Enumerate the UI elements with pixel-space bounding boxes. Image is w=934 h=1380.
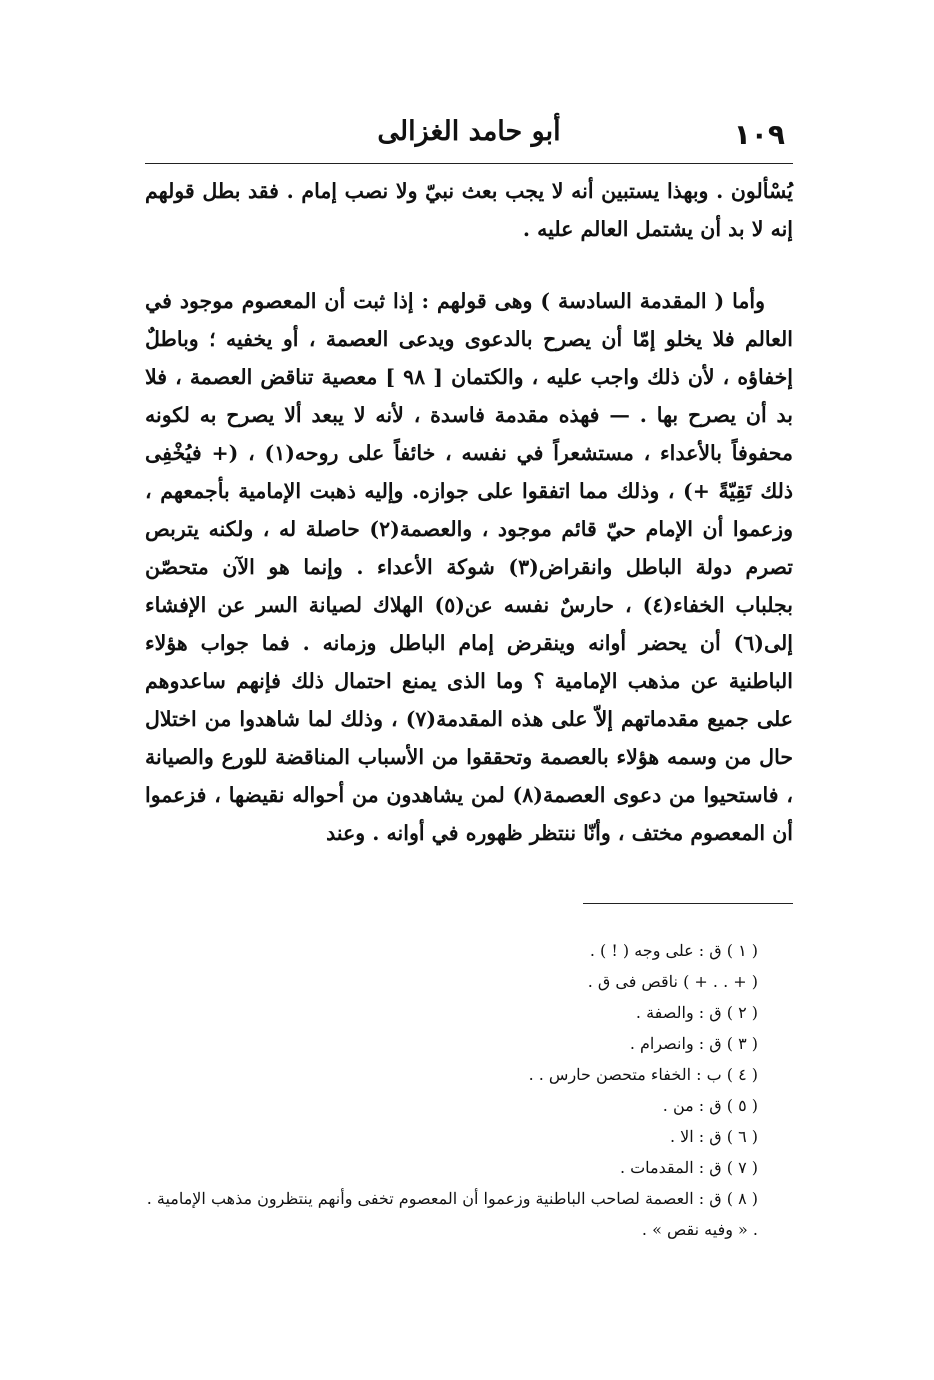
running-title: أبو حامد الغزالى — [377, 116, 561, 147]
footnote-5: ( ٥ ) ق : من . — [662, 1096, 758, 1115]
footnote-rule — [583, 903, 793, 904]
footnotes — [140, 935, 758, 1245]
paragraph-continuation: يُسْألون . وبهذا يستبين أنه لا يجب بعث نبيّ ولا نصب إمام . فقد بطل قولهم إنه لا بد أن يشتمل العالم عليه . — [145, 179, 793, 241]
paragraph-sixth-premise: وأما ( المقدمة السادسة ) وهى قولهم : إذا ثبت أن المعصوم موجود في العالم فلا يخلو إمّا أن يصرح بالدعوى ويدعى العصمة ، أو يخفيه ؛ وباطلٌ إخفاؤه ، لأن ذلك واجب عليه ، والكتمان [ ٩٨ ] معصية تناقض العصمة ، فلا بد أن يصرح بها . — فهذه مقدمة فاسدة ، لأنه لا يبعد ألا يصرح به لكونه محفوفاً بالأعداء ، مستشعراً في نفسه ، خائفاً على روحه(١) ، (+ فيُخْفِى ذلك تَقِيّةً +) ، وذلك مما اتفقوا على جوازه. وإليه ذهبت الإمامية بأجمعهم ، وزعموا أن الإمام حيّ قائم موجود ، والعصمة(٢) حاصلة له ، ولكنه يتربص تصرم دولة الباطل وانقراض(٣) شوكة الأعداء . وإنما هو الآن متحصّن بجلباب الخفاء(٤) ، حارسٌ نفسه عن(٥) الهلاك لصيانة السر عن الإفشاء إلى(٦) أن يحضر أوانه وينقرض إمام الباطل وزمانه . فما جواب هؤلاء الباطنية عن مذهب الإمامية ؟ وما الذى يمنع احتمال ذلك فإنهم ساعدوهم على جميع مقدماتهم إلاّ على هذه المقدمة(٧) ، وذلك لما شاهدوا من اختلال حال من وسمه هؤلاء بالعصمة وتحققوا من الأسباب المناقضة للورع والصيانة ، فاستحيوا من دعوى العصمة(٨) لمن يشاهدون من أحواله نقيضها ، فزعموا أن المعصوم مختف ، وأنّا ننتظر ظهوره في أوانه . وعند — [145, 289, 794, 845]
header-rule — [145, 163, 793, 164]
footnote-1: ( ١ ) ق : على وجه ( ! ) . — [589, 941, 758, 960]
main-text — [145, 172, 793, 852]
page-number: ١٠٩ — [733, 118, 785, 151]
footnote-7: ( ٧ ) ق : المقدمات . — [619, 1158, 758, 1177]
footnote-3: ( ٣ ) ق : وانصرام . — [629, 1034, 758, 1053]
footnote-2: ( ٢ ) ق : والصفة . — [635, 1003, 758, 1022]
footnote-4: ( ٤ ) ب : الخفاء متحصن حارس . . — [528, 1065, 758, 1084]
footnote-6: ( ٦ ) ق : الا . — [669, 1127, 758, 1146]
footnote-8: ( ٨ ) ق : العصمة لصاحب الباطنية وزعموا أن المعصوم تخفى وأنهم ينتظرون مذهب الإمامية . . « وفيه نقص » . — [146, 1189, 758, 1239]
running-head — [145, 112, 793, 156]
footnote-plus: ( + . . + ) ناقص فى ق . — [587, 972, 758, 991]
